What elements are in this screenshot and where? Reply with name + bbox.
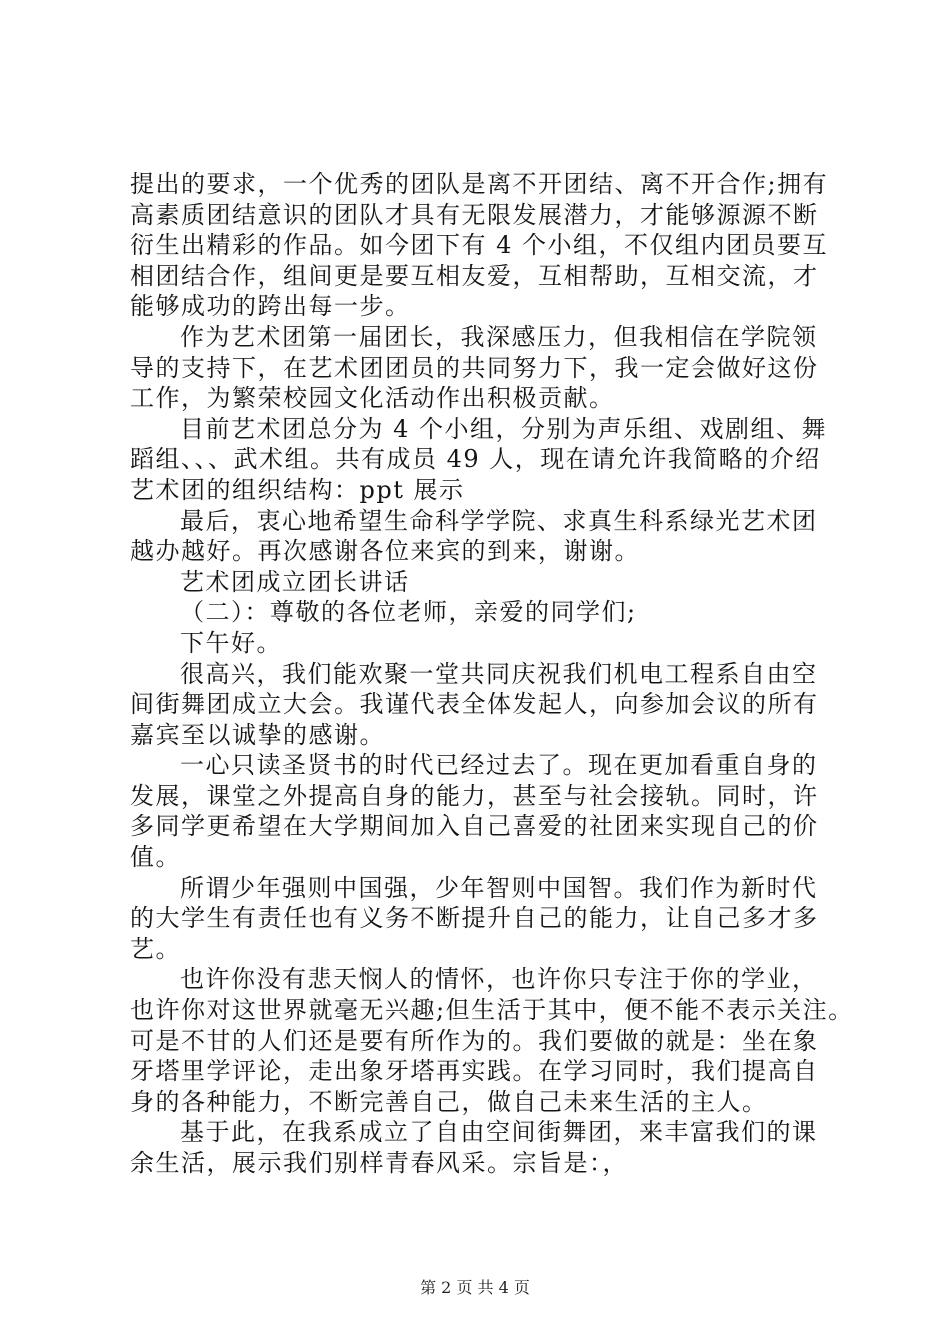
text-line: 作为艺术团第一届团长，我深感压力，但我相信在学院领 (180, 322, 818, 351)
text-line: 余生活，展示我们别样青春风采。宗旨是：， (130, 1149, 628, 1177)
text-line: 的大学生有责任也有义务不断提升自己的能力，让自己多才多 (130, 904, 819, 933)
text-line: 嘉宾至以诚挚的感谢。 (130, 720, 385, 749)
text-line: 可是不甘的人们还是要有所作为的。我们要做的就是：坐在象 (130, 1026, 819, 1055)
text-line: 导的支持下，在艺术团团员的共同努力下，我一定会做好这份 (130, 353, 819, 382)
page-footer: 第 2 页 共 4 页 (420, 1278, 530, 1297)
text-line: （二）：尊敬的各位老师，亲爱的同学们; (180, 598, 637, 627)
text-line: 提出的要求，一个优秀的团队是离不开团结、离不开合作;拥有 (130, 170, 829, 198)
text-line: 一心只读圣贤书的时代已经过去了。现在更加看重自身的 (180, 751, 818, 780)
text-line: 多同学更希望在大学期间加入自己喜爱的社团来实现自己的价 (130, 812, 819, 841)
text-line: 工作，为繁荣校园文化活动作出积极贡献。 (130, 384, 615, 413)
body-text (130, 169, 854, 1179)
text-line: 牙塔里学评论，走出象牙塔再实践。在学习同时，我们提高自 (130, 1057, 819, 1086)
text-line: 也许你没有悲天悯人的情怀，也许你只专注于你的学业， (180, 965, 818, 994)
text-line: 越办越好。再次感谢各位来宾的到来，谢谢。 (130, 537, 640, 566)
text-line: 艺术团的组织结构：ppt 展示 (130, 475, 465, 504)
text-line: 艺。 (130, 934, 181, 963)
text-line: 间街舞团成立大会。我谨代表全体发起人，向参加会议的所有 (130, 690, 819, 719)
text-line: 最后，衷心地希望生命科学学院、求真生科系绿光艺术团 (180, 506, 818, 535)
text-line: 目前艺术团总分为 4 个小组，分别为声乐组、戏剧组、舞 (180, 414, 828, 443)
text-line: 艺术团成立团长讲话 (180, 567, 410, 596)
text-line: 相团结合作，组间更是要互相友爱，互相帮助，互相交流，才 (130, 261, 819, 290)
text-line: 高素质团结意识的团队才具有无限发展潜力，才能够源源不断 (130, 200, 819, 229)
text-line: 也许你对这世界就毫无兴趣;但生活于其中，便不能不表示关注。 (130, 996, 854, 1025)
text-line: 衍生出精彩的作品。如今团下有 4 个小组，不仅组内团员要互 (130, 231, 829, 260)
text-line: 发展，课堂之外提高自身的能力，甚至与社会接轨。同时，许 (130, 781, 819, 810)
text-line: 身的各种能力，不断完善自己，做自己未来生活的主人。 (130, 1087, 768, 1116)
text-line: 下午好。 (180, 628, 282, 657)
text-line: 基于此，在我系成立了自由空间街舞团，来丰富我们的课 (180, 1118, 818, 1147)
text-line: 很高兴，我们能欢聚一堂共同庆祝我们机电工程系自由空 (180, 659, 818, 688)
text-line: 值。 (130, 843, 181, 872)
text-line: 所谓少年强则中国强，少年智则中国智。我们作为新时代 (180, 873, 818, 902)
text-line: 蹈组、、、武术组。共有成员 49 人，现在请允许我简略的介绍 (130, 445, 821, 474)
text-line: 能够成功的跨出每一步。 (130, 292, 411, 321)
